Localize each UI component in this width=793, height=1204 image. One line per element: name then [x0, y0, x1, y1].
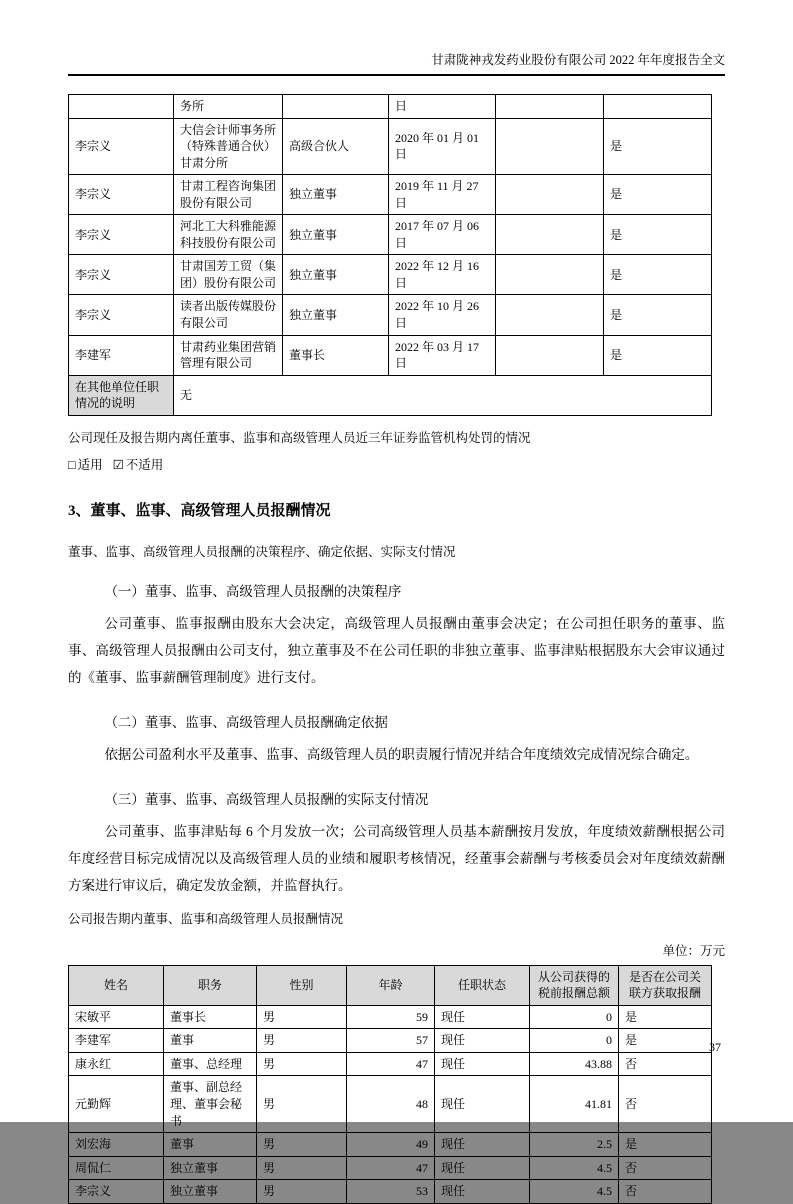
table-row	[69, 175, 712, 215]
not-applicable-label: 不适用	[125, 457, 164, 472]
table-cell: 在其他单位任职情况的说明	[69, 375, 174, 415]
table-cell: 0	[530, 1029, 619, 1053]
section-heading: 3、董事、监事、高级管理人员报酬情况	[68, 502, 331, 519]
table-cell: 2022 年 12 月 16 日	[389, 255, 496, 295]
table-cell: 李建军	[69, 335, 174, 375]
subsection-3-body: 公司董事、监事津贴每 6 个月发放一次；公司高级管理人员基本薪酬按月发放，年度绩效薪酬根据公司年度经营目标完成情况以及高级管理人员的业绩和履职考核情况，经董事会薪酬与考核委员会对年度绩效薪酬方案进行审议后，确定发放金额，并监督执行。	[68, 823, 725, 893]
applicability-line	[68, 455, 725, 473]
table-cell: 是	[604, 175, 712, 215]
column-header: 姓名	[69, 965, 164, 1005]
column-header: 职务	[164, 965, 257, 1005]
table-cell: 独立董事	[283, 215, 389, 255]
table-cell	[496, 175, 604, 215]
table-cell: 49	[347, 1133, 435, 1157]
table-cell: 刘宏海	[69, 1133, 164, 1157]
subsection-1-body: 公司董事、监事报酬由股东大会决定，高级管理人员报酬由董事会决定；在公司担任职务的董事、监事、高级管理人员报酬由公司支付，独立董事及不在公司任职的非独立董事、监事津贴根据股东大会审议通过的《董事、监事薪酬管理制度》进行支付。	[68, 615, 725, 685]
table-cell: 是	[619, 1133, 712, 1157]
table-cell: 57	[347, 1029, 435, 1053]
table-cell: 男	[257, 1052, 347, 1076]
table-cell: 2020 年 01 月 01 日	[389, 118, 496, 175]
table-cell: 现任	[435, 1156, 530, 1180]
remuneration-table	[68, 965, 712, 1204]
table-cell	[69, 95, 174, 119]
table-row	[69, 95, 712, 119]
table-cell: 否	[619, 1052, 712, 1076]
table-cell: 大信会计师事务所（特殊普通合伙）甘肃分所	[174, 118, 283, 175]
table-cell: 是	[604, 215, 712, 255]
table-cell: 现任	[435, 1180, 530, 1204]
table-cell: 现任	[435, 1005, 530, 1029]
table-cell: 否	[619, 1076, 712, 1133]
table-cell: 独立董事	[164, 1180, 257, 1204]
table-cell	[496, 118, 604, 175]
document-header: 甘肃陇神戎发药业股份有限公司 2022 年年度报告全文	[68, 50, 725, 76]
table-row	[69, 1029, 712, 1053]
table-cell: 周侃仁	[69, 1156, 164, 1180]
table-cell: 李宗义	[69, 118, 174, 175]
table-cell: 宋敏平	[69, 1005, 164, 1029]
column-header: 年龄	[347, 965, 435, 1005]
table-cell: 男	[257, 1180, 347, 1204]
table-cell: 2.5	[530, 1133, 619, 1157]
applicable-label: 适用	[77, 457, 103, 472]
table-row	[69, 1076, 712, 1133]
table-cell: 是	[619, 1029, 712, 1053]
table-cell: 否	[619, 1156, 712, 1180]
table-row	[69, 118, 712, 175]
table-cell: 务所	[174, 95, 283, 119]
table-cell: 男	[257, 1029, 347, 1053]
table-cell: 董事	[164, 1029, 257, 1053]
table-cell: 现任	[435, 1133, 530, 1157]
table-cell: 河北工大科雅能源科技股份有限公司	[174, 215, 283, 255]
table-cell: 独立董事	[164, 1156, 257, 1180]
table-cell: 53	[347, 1180, 435, 1204]
table-cell	[496, 335, 604, 375]
table-cell: 2022 年 03 月 17 日	[389, 335, 496, 375]
table-cell	[496, 295, 604, 335]
table-row	[69, 295, 712, 335]
table-cell: 0	[530, 1005, 619, 1029]
table-cell: 独立董事	[283, 175, 389, 215]
table-cell: 41.81	[530, 1076, 619, 1133]
table-cell: 男	[257, 1133, 347, 1157]
table-cell: 4.5	[530, 1180, 619, 1204]
table-cell: 是	[604, 335, 712, 375]
table-cell: 李宗义	[69, 255, 174, 295]
table-cell: 男	[257, 1156, 347, 1180]
remuneration-intro: 董事、监事、高级管理人员报酬的决策程序、确定依据、实际支付情况	[68, 544, 456, 559]
subsection-2-body: 依据公司盈利水平及董事、监事、高级管理人员的职责履行情况并结合年度绩效完成情况综合确定。	[104, 746, 699, 762]
table-cell: 李宗义	[69, 215, 174, 255]
table-cell	[283, 95, 389, 119]
table-cell: 2019 年 11 月 27 日	[389, 175, 496, 215]
unit-label: 单位：万元	[662, 943, 725, 958]
table-row	[69, 1005, 712, 1029]
table-cell: 现任	[435, 1052, 530, 1076]
table-cell: 是	[619, 1005, 712, 1029]
table-cell: 47	[347, 1052, 435, 1076]
table-cell: 48	[347, 1076, 435, 1133]
table-cell: 现任	[435, 1029, 530, 1053]
table-cell: 43.88	[530, 1052, 619, 1076]
table-row	[69, 335, 712, 375]
table-cell: 无	[174, 375, 712, 415]
table-cell: 是	[604, 295, 712, 335]
table-cell: 59	[347, 1005, 435, 1029]
table-row	[69, 1180, 712, 1204]
table-cell: 47	[347, 1156, 435, 1180]
table-cell: 2022 年 10 月 26 日	[389, 295, 496, 335]
table-cell	[496, 255, 604, 295]
table-cell	[496, 95, 604, 119]
column-header: 任职状态	[435, 965, 530, 1005]
table-cell: 甘肃国芳工贸（集团）股份有限公司	[174, 255, 283, 295]
table-cell: 独立董事	[283, 295, 389, 335]
checkbox-checked-icon: ☑	[112, 457, 124, 472]
table-header-row	[69, 965, 712, 1005]
table-row	[69, 1052, 712, 1076]
penalty-statement: 公司现任及报告期内离任董事、监事和高级管理人员近三年证券监管机构处罚的情况	[68, 430, 531, 445]
table-row	[69, 1133, 712, 1157]
table-cell: 日	[389, 95, 496, 119]
table-cell: 男	[257, 1005, 347, 1029]
table-cell: 2017 年 07 月 06 日	[389, 215, 496, 255]
table-cell: 李宗义	[69, 1180, 164, 1204]
subsection-2-title: （二）董事、监事、高级管理人员报酬确定依据	[104, 714, 388, 730]
table-cell: 是	[604, 255, 712, 295]
table-row	[69, 375, 712, 415]
table-cell: 董事	[164, 1133, 257, 1157]
table-cell: 李宗义	[69, 175, 174, 215]
table-cell: 董事长	[164, 1005, 257, 1029]
table-cell: 甘肃工程咨询集团股份有限公司	[174, 175, 283, 215]
subsection-3-title: （三）董事、监事、高级管理人员报酬的实际支付情况	[104, 791, 429, 807]
table-cell: 现任	[435, 1076, 530, 1133]
table-cell: 董事、副总经理、董事会秘书	[164, 1076, 257, 1133]
table-row	[69, 215, 712, 255]
table-cell: 董事长	[283, 335, 389, 375]
table-row	[69, 1156, 712, 1180]
table-cell: 李宗义	[69, 295, 174, 335]
table-cell: 读者出版传媒股份有限公司	[174, 295, 283, 335]
column-header: 性别	[257, 965, 347, 1005]
positions-table	[68, 94, 712, 416]
remuneration-table-caption: 公司报告期内董事、监事和高级管理人员报酬情况	[68, 911, 344, 926]
table-cell: 李建军	[69, 1029, 164, 1053]
table-cell: 元勤辉	[69, 1076, 164, 1133]
column-header: 从公司获得的税前报酬总额	[530, 965, 619, 1005]
checkbox-unchecked-icon: □	[68, 457, 76, 472]
table-cell: 男	[257, 1076, 347, 1133]
table-cell: 4.5	[530, 1156, 619, 1180]
table-cell	[496, 215, 604, 255]
page-number: 37	[709, 1040, 721, 1054]
table-cell: 康永红	[69, 1052, 164, 1076]
subsection-1-title: （一）董事、监事、高级管理人员报酬的决策程序	[104, 583, 402, 599]
table-cell: 甘肃药业集团营销管理有限公司	[174, 335, 283, 375]
column-header: 是否在公司关联方获取报酬	[619, 965, 712, 1005]
table-cell: 董事、总经理	[164, 1052, 257, 1076]
table-cell: 否	[619, 1180, 712, 1204]
table-cell: 高级合伙人	[283, 118, 389, 175]
table-cell: 是	[604, 118, 712, 175]
table-cell	[604, 95, 712, 119]
table-row	[69, 255, 712, 295]
table-cell: 独立董事	[283, 255, 389, 295]
